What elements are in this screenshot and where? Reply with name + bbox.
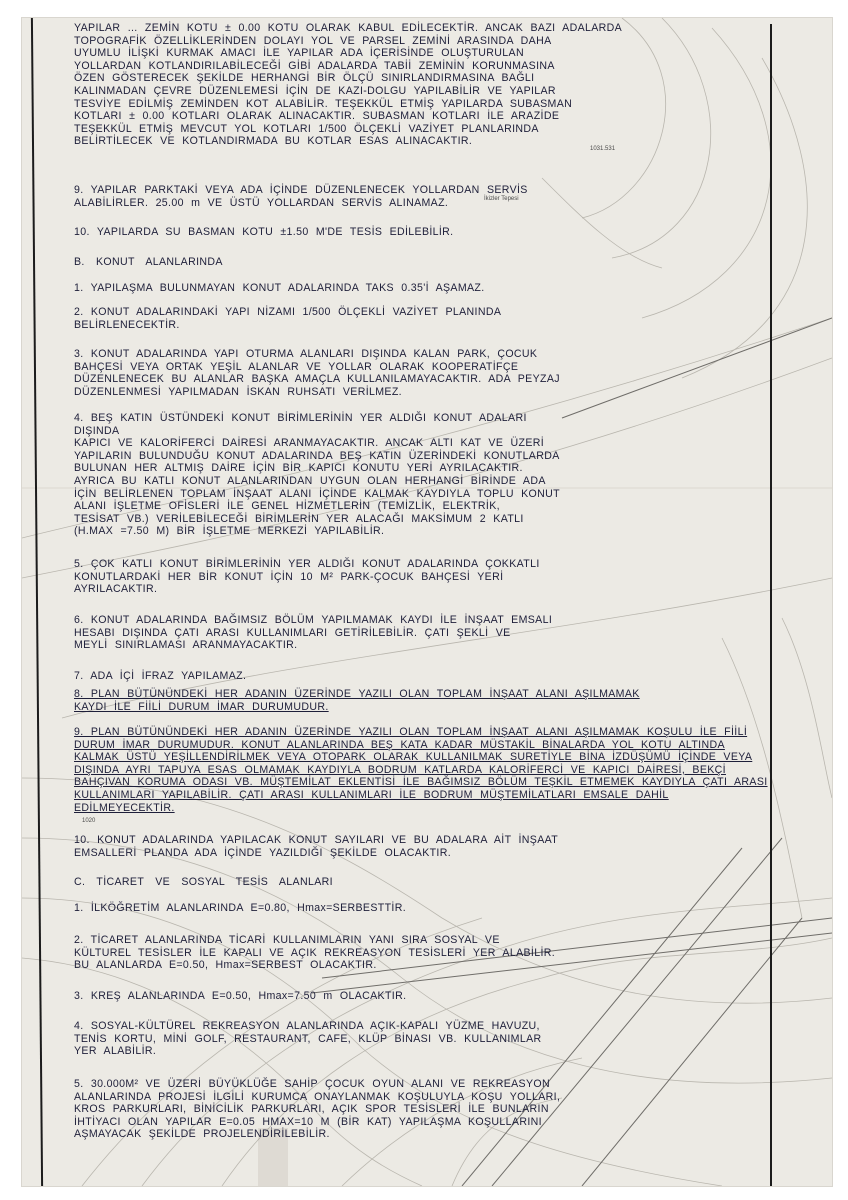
text-line: KAPICI VE KALORİFERCİ DAİRESİ ARANMAYACAKTIR. ANCAK ALTI KAT VE ÜZERİ xyxy=(74,437,545,450)
text-line: DÜZENLENECEK BU ALANLAR BAŞKA AMAÇLA KULLANILAMAYACAKTIR. ADA PEYZAJ xyxy=(74,373,560,386)
text-line: TOPOGRAFİK ÖZELLİKLERİNDEN DOLAYI YOL VE PARSEL ZEMİNİ ARASINDA DAHA xyxy=(74,34,552,47)
paragraph xyxy=(74,282,485,295)
text-line: 7. ADA İÇİ İFRAZ YAPILAMAZ. xyxy=(74,670,247,682)
text-line: TENİS KORTU, MİNİ GOLF, RESTAURANT, CAFE, KLÜP BİNASI VB. KULLANIMLAR xyxy=(74,1032,542,1045)
paragraph xyxy=(74,348,560,398)
text-line: BU ALANLARDA E=0.50, Hmax=SERBEST OLACAKTIR. xyxy=(74,959,377,972)
paragraph xyxy=(74,670,246,683)
text-line: İHTİYACI OLAN YAPILAR E=0.05 HMAX=10 M (BİR KAT) YAPILAŞMA KOŞULLARINI xyxy=(74,1115,542,1128)
scanned-page xyxy=(22,18,832,1186)
text-line: DIŞINDA xyxy=(74,424,120,437)
text-line: AYRILACAKTIR. xyxy=(74,583,158,596)
text-line: TEŞEKKÜL ETMİŞ MEVCUT YOL KOTLARI 1/500 ÖLÇEKLİ VAZİYET PLANLARINDA xyxy=(74,122,539,135)
text-line: TESİSAT VB.) VERİLEBİLECEĞİ BİRİMLERİN YER ALACAĞI MAKSİMUM 2 KATLI xyxy=(74,512,524,525)
text-line: 10. KONUT ADALARINDA YAPILACAK KONUT SAYILARI VE BU ADALARA AİT İNŞAAT xyxy=(74,834,559,846)
text-line: TESVİYE EDİLMİŞ ZEMİNDEN KOT ALABİLİR. TEŞEKKÜL ETMİŞ YAPILARDA SUBASMAN xyxy=(74,97,573,110)
text-line: ÖZEN GÖSTERECEK ŞEKİLDE HERHANGİ BİR ÖLÇÜ SINIRLANDIRMASINA BAĞLI xyxy=(74,72,535,85)
text-line: KULLANIMLARI YAPILABİLİR. ÇATI ARASI KULLANIMLARI İLE BODRUM MÜŞTEMİLATLARI EMSALE DAHİL xyxy=(74,788,669,801)
paragraph xyxy=(74,558,540,596)
section-heading xyxy=(74,256,223,269)
paragraph xyxy=(74,184,528,209)
text-line: BAHÇESİ VEYA ORTAK YEŞİL ALANLAR VE YOLLAR OLARAK KOOPERATİFÇE xyxy=(74,360,519,373)
text-line: KALINMADAN ÇEVRE DÜZENLEMESİ İÇİN DE KAZI-DOLGU YAPILABİLİR VE YAPILAR xyxy=(74,84,556,97)
paragraph xyxy=(74,412,560,538)
text-line: KAYDI İLE FİİLİ DURUM İMAR DURUMUDUR. xyxy=(74,700,329,713)
map-label-contour: 1020 xyxy=(82,818,96,824)
text-line: BELİRTİLECEK VE KOTLANDIRMADA BU KOTLAR ESAS ALINACAKTIR. xyxy=(74,135,473,148)
paragraph xyxy=(74,990,406,1003)
text-line: 2. TİCARET ALANLARINDA TİCARİ KULLANIMLARIN YANI SIRA SOSYAL VE xyxy=(74,934,500,946)
text-line: 6. KONUT ADALARINDA BAĞIMSIZ BÖLÜM YAPILMAMAK KAYDI İLE İNŞAAT EMSALI xyxy=(74,614,553,626)
text-line: 9. PLAN BÜTÜNÜNDEKİ HER ADANIN ÜZERİNDE YAZILI OLAN TOPLAM İNŞAAT ALANI AŞILMAMAK KOŞULU İLE FİİLİ xyxy=(74,726,748,738)
text-line: HESABI DIŞINDA ÇATI ARASI KULLANIMLARI GETİRİLEBİLİR. ÇATI ŞEKLİ VE xyxy=(74,626,511,639)
text-line: BULUNAN HER ALTMIŞ DAİRE İÇİN BİR KAPICI KONUTU YERİ AYRILACAKTIR. xyxy=(74,462,523,475)
text-line: 9. YAPILAR PARKTAKİ VEYA ADA İÇİNDE DÜZENLENECEK YOLLARDAN SERVİS xyxy=(74,184,528,196)
text-line: BAHÇIVAN KORUMA ODASI VB. MÜŞTEMİLAT EKLENTİSİ İLE BAĞIMSIZ BÖLÜM TEŞKİL ETMEMEK KAYDIYLA ÇATI ARASI xyxy=(74,776,768,789)
text-line: İÇİN BELİRLENEN TOPLAM İNŞAAT ALANI İÇİNDE KALMAK KAYDIYLA TOPLU KONUT xyxy=(74,487,560,500)
text-line: 2. KONUT ADALARINDAKİ YAPI NİZAMI 1/500 ÖLÇEKLİ VAZİYET PLANINDA xyxy=(74,306,502,318)
text-line: ALABİLİRLER. 25.00 m VE ÜSTÜ YOLLARDAN SERVİS ALINAMAZ. xyxy=(74,196,449,209)
map-label-hill: İkizler Tepesi xyxy=(484,196,519,202)
paragraph xyxy=(74,614,552,652)
text-line: DURUM İMAR DURUMUDUR. KONUT ALANLARINDA BEŞ KATA KADAR MÜSTAKİL BİNALARDA YOL KOTU ALTINDA xyxy=(74,738,725,751)
text-line: YOLLARDAN KOTLANDIRILABİLECEĞİ GİBİ ADALARDA TABİİ ZEMİNİN KORUNMASINA xyxy=(74,59,555,72)
paragraph xyxy=(74,306,501,331)
paragraph xyxy=(74,726,768,814)
text-line: 5. ÇOK KATLI KONUT BİRİMLERİNİN YER ALDIĞI KONUT ADALARINDA ÇOKKATLI xyxy=(74,558,540,570)
paragraph xyxy=(74,22,622,148)
text-line: BELİRLENECEKTİR. xyxy=(74,318,180,331)
paragraph xyxy=(74,1078,560,1141)
right-frame-line xyxy=(770,24,772,1186)
section-heading xyxy=(74,876,333,889)
text-line: YAPILAR ... ZEMİN KOTU ± 0.00 KOTU OLARAK KABUL EDİLECEKTİR. ANCAK BAZI ADALARDA xyxy=(74,22,623,34)
text-line: 3. KREŞ ALANLARINDA E=0.50, Hmax=7.50 m OLACAKTIR. xyxy=(74,990,407,1002)
text-line: 1. İLKÖĞRETİM ALANLARINDA E=0.80, Hmax=SERBESTTİR. xyxy=(74,902,406,914)
text-line: DÜZENLENMESİ YAPILMADAN İSKAN RUHSATI VERİLMEZ. xyxy=(74,385,402,398)
paragraph xyxy=(74,834,558,859)
text-line: 4. BEŞ KATIN ÜSTÜNDEKİ KONUT BİRİMLERİNİN YER ALDIĞI KONUT ADALARI xyxy=(74,412,527,424)
text-line: YAPILARIN BULUNDUĞU KONUT ADALARINDA BEŞ KATIN ÜZERİNDEKİ KONUTLARDA xyxy=(74,449,560,462)
text-line: 5. 30.000M² VE ÜZERİ BÜYÜKLÜĞE SAHİP ÇOCUK OYUN ALANI VE REKREASYON xyxy=(74,1078,550,1090)
text-line: KÜLTUREL TESİSLER İLE KAPALI VE AÇIK REKREASYON TESİSLERİ YER ALABİLİR. xyxy=(74,946,556,959)
text-line: B. KONUT ALANLARINDA xyxy=(74,256,223,268)
text-line: AŞMAYACAK ŞEKİLDE PROJELENDİRİLEBİLİR. xyxy=(74,1128,330,1141)
paragraph xyxy=(74,1020,542,1058)
text-line: 3. KONUT ADALARINDA YAPI OTURMA ALANLARI DIŞINDA KALAN PARK, ÇOCUK xyxy=(74,348,538,360)
text-line: 1. YAPILAŞMA BULUNMAYAN KONUT ADALARINDA TAKS 0.35'İ AŞAMAZ. xyxy=(74,282,485,294)
text-line: ALANI İŞLETME OFİSLERİ İLE GENEL HİZMETLERİN (TEMİZLİK, ELEKTRİK, xyxy=(74,500,500,513)
text-line: 4. SOSYAL-KÜLTÜREL REKREASYON ALANLARINDA AÇIK-KAPALI YÜZME HAVUZU, xyxy=(74,1020,540,1032)
text-line: (H.MAX =7.50 M) BİR İŞLETME MERKEZİ YAPILABİLİR. xyxy=(74,525,385,538)
text-line: KOTLARI ± 0.00 KOTLARI OLARAK ALINACAKTIR. SUBASMAN KOTLARI İLE ARAZİDE xyxy=(74,110,560,123)
text-line: KALMAK ÜSTÜ YEŞİLLENDİRİLMEK VEYA OTOPARK OLARAK KULLANILMAK SURETİYLE BİNA İZDÜŞÜMÜ İÇİNDE VEYA xyxy=(74,751,753,764)
text-line: MEYLİ SINIRLAMASI ARANMAYACAKTIR. xyxy=(74,639,298,652)
paragraph xyxy=(74,902,406,915)
text-line: DIŞINDA AYRI TAPUYA ESAS OLMAMAK KAYDIYLA BODRUM KATLARDA KALORİFERCİ VE KAPICI DAİRESİ, BEKÇİ xyxy=(74,763,726,776)
map-label-elevation: 1031.531 xyxy=(590,146,616,152)
text-line: AYRICA BU KATLI KONUT ALANLARINDAN UYGUN OLAN HERHANGİ BİRİNDE ADA xyxy=(74,474,546,487)
text-line: YER ALABİLİR. xyxy=(74,1045,157,1058)
text-line: ALANLARINDA PROJESİ İLGİLİ KURUMCA ONAYLANMAK KOŞULUYLA KOŞU YOLLARI, xyxy=(74,1090,561,1103)
text-line: 8. PLAN BÜTÜNÜNDEKİ HER ADANIN ÜZERİNDE YAZILI OLAN TOPLAM İNŞAAT ALANI AŞILMAMAK xyxy=(74,688,640,700)
text-line: 10. YAPILARDA SU BASMAN KOTU ±1.50 M'DE TESİS EDİLEBİLİR. xyxy=(74,226,454,238)
text-line: EMSALLERİ PLANDA ADA İÇİNDE YAZILDIĞI ŞEKİLDE OLACAKTIR. xyxy=(74,846,452,859)
text-line: KONUTLARDAKİ HER BİR KONUT İÇİN 10 M² PARK-ÇOCUK BAHÇESİ YERİ xyxy=(74,570,504,583)
paragraph xyxy=(74,934,555,972)
text-line: EDİLMEYECEKTİR. xyxy=(74,801,175,814)
text-line: UYUMLU İLİŞKİ KURMAK AMACI İLE YAPILAR ADA İÇERİSİNDE OLUŞTURULAN xyxy=(74,47,524,60)
text-line: KROS PARKURLARI, BİNİCİLİK PARKURLARI, AÇIK SPOR TESİSLERİ İLE BUNLARIN xyxy=(74,1103,549,1116)
paragraph xyxy=(74,226,453,239)
text-line: C. TİCARET VE SOSYAL TESİS ALANLARI xyxy=(74,876,333,888)
paragraph xyxy=(74,688,640,713)
